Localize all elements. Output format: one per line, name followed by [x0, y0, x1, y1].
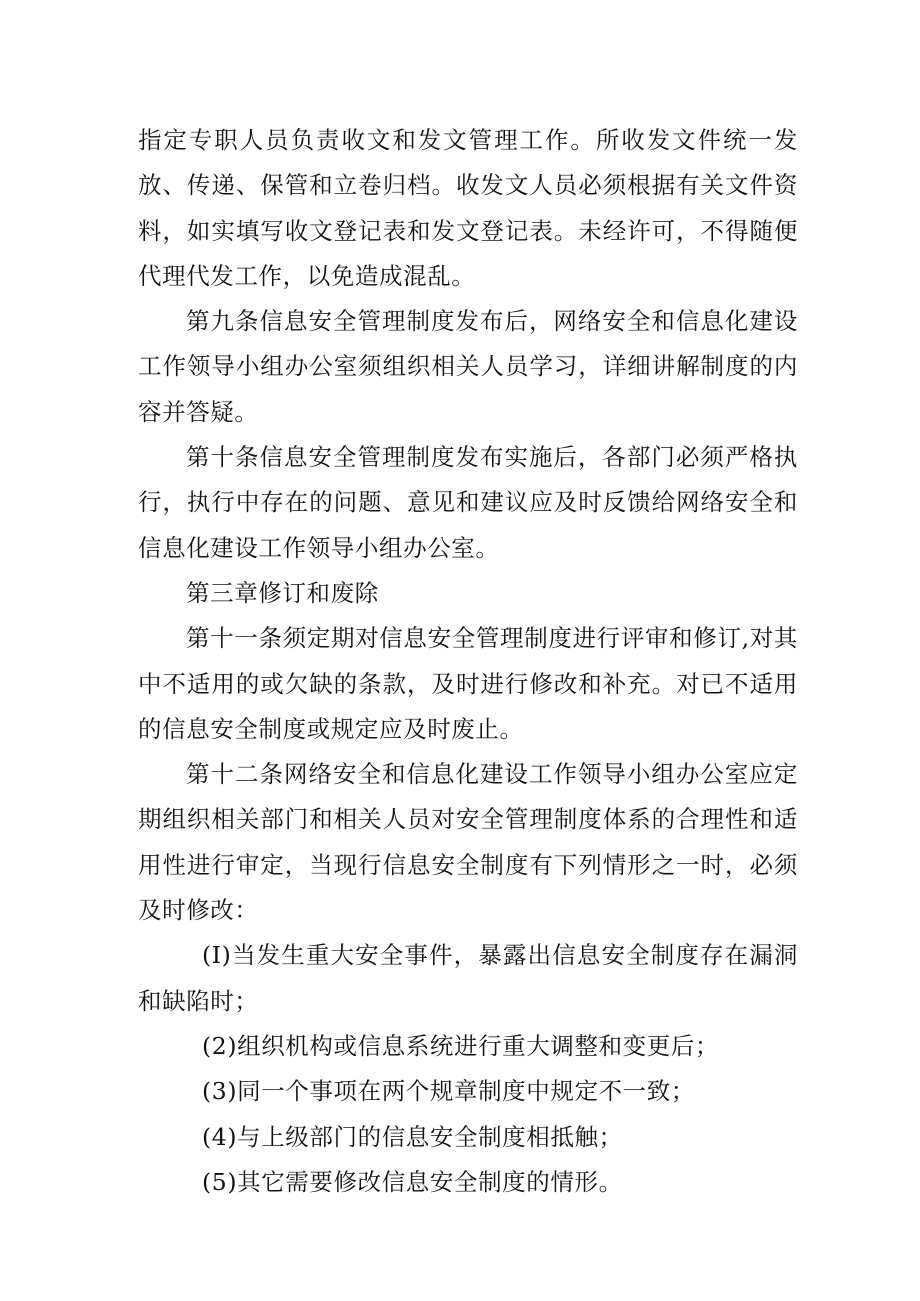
list-item-2: (2)组织机构或信息系统进行重大调整和变更后； — [202, 1031, 720, 1060]
paragraph-continuation: 指定专职人员负责收文和发文管理工作。所收发文件统一发放、传递、保管和立卷归档。收发文人员必须根据有关文件资料，如实填写收文登记表和发文登记表。未经许可，不得随便代理代发工作，以免造成混乱。 — [138, 126, 798, 290]
list-item-1: (I)当发生重大安全事件，暴露出信息安全制度存在漏洞和缺陷时； — [138, 941, 798, 1015]
article-12: 第十二条网络安全和信息化建设工作领导小组办公室应定期组织相关部门和相关人员对安全管理制度体系的合理性和适用性进行审定，当现行信息安全制度有下列情形之一时，必须及时修改： — [138, 760, 798, 925]
list-item-3: (3)同一个事项在两个规章制度中规定不一致； — [202, 1077, 695, 1106]
article-9: 第九条信息安全管理制度发布后，网络安全和信息化建设工作领导小组办公室须组织相关人员学习，详细讲解制度的内容并答疑。 — [138, 307, 798, 426]
chapter-3-heading: 第三章修订和废除 — [186, 578, 379, 607]
list-item-4: (4)与上级部门的信息安全制度相抵触； — [202, 1122, 623, 1151]
list-item-5: (5)其它需要修改信息安全制度的情形。 — [202, 1167, 623, 1196]
article-11: 第十一条须定期对信息安全管理制度进行评审和修订,对其中不适用的或欠缺的条款，及时进行修改和补充。对已不适用的信息安全制度或规定应及时废止。 — [138, 624, 798, 743]
document-body — [138, 118, 798, 1205]
article-10: 第十条信息安全管理制度发布实施后，各部门必须严格执行，执行中存在的问题、意见和建议应及时反馈给网络安全和信息化建设工作领导小组办公室。 — [138, 443, 798, 562]
